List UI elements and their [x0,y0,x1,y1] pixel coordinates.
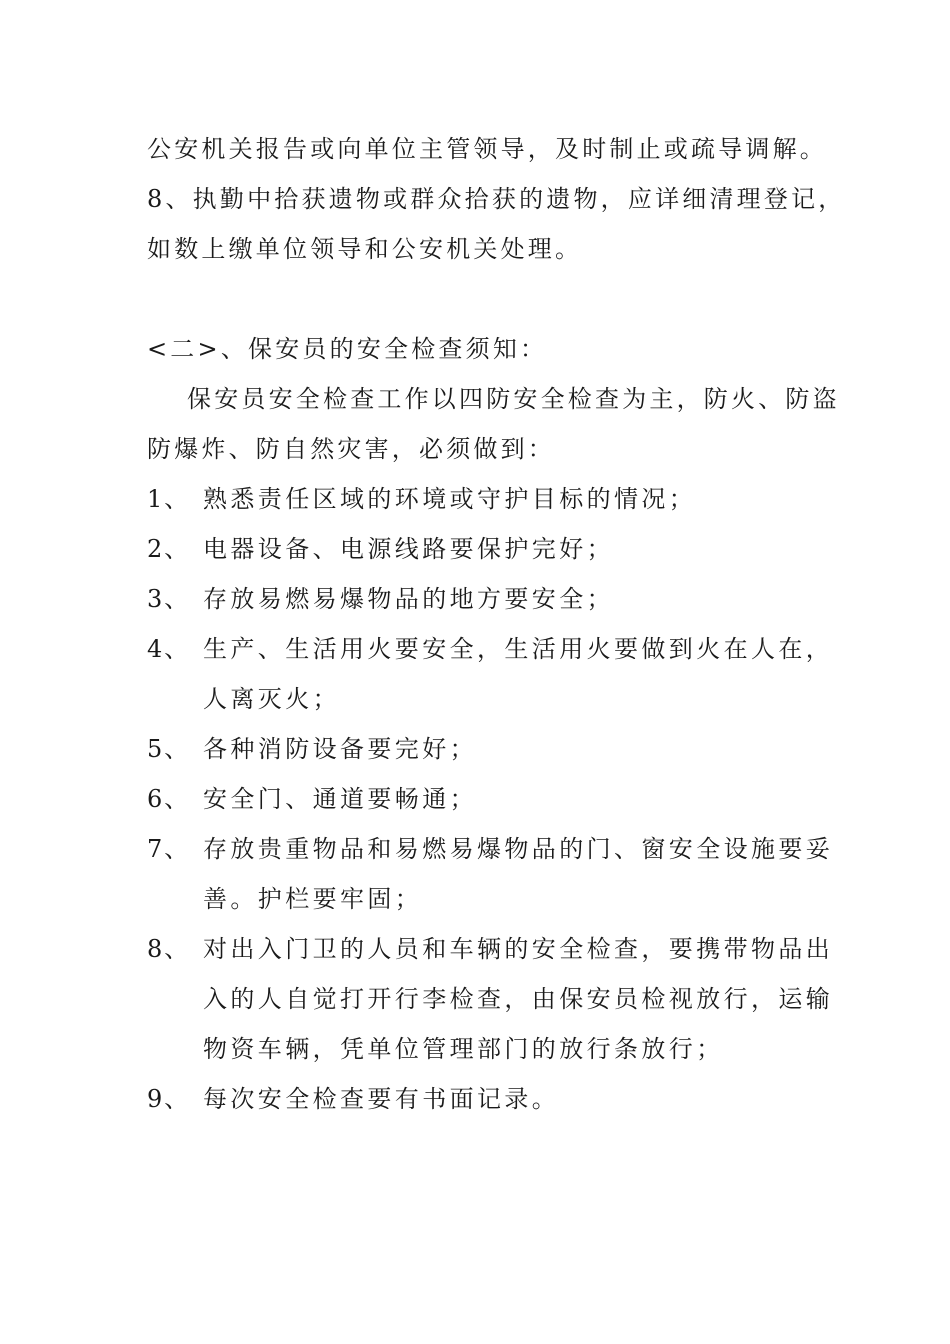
intro-line-2: 8、执勤中拾获遗物或群众拾获的遗物，应详细清理登记， [147,185,846,213]
list-item-number: 1、 [147,485,191,513]
list-item-text-continued: 善。护栏要牢固； [203,885,423,913]
list-item-text: 生产、生活用火要安全，生活用火要做到火在人在， [203,635,834,663]
list-item-text: 各种消防设备要完好； [203,735,477,763]
list-item-text-continued: 物资车辆，凭单位管理部门的放行条放行； [203,1035,724,1063]
list-item-number: 6、 [147,785,191,813]
section-paragraph-line-2: 防爆炸、防自然灾害，必须做到： [147,435,555,463]
list-item-text: 安全门、通道要畅通； [203,785,477,813]
list-item-number: 8、 [147,935,191,963]
list-item-number: 9、 [147,1085,191,1113]
list-item-text: 存放贵重物品和易燃易爆物品的门、窗安全设施要妥 [203,835,834,863]
list-item-text: 熟悉责任区域的环境或守护目标的情况； [203,485,697,513]
list-item-text: 每次安全检查要有书面记录。 [203,1085,560,1113]
list-item-text-continued: 入的人自觉打开行李检查，由保安员检视放行，运输 [203,985,834,1013]
list-item-text: 电器设备、电源线路要保护完好； [203,535,614,563]
list-item-text: 存放易燃易爆物品的地方要安全； [203,585,614,613]
list-item-text: 对出入门卫的人员和车辆的安全检查，要携带物品出 [203,935,834,963]
intro-line-3: 如数上缴单位领导和公安机关处理。 [147,235,583,263]
list-item-text-continued: 人离灭火； [203,685,340,713]
list-item-number: 5、 [147,735,191,763]
list-item-number: 3、 [147,585,191,613]
intro-line-1: 公安机关报告或向单位主管领导，及时制止或疏导调解。 [147,135,827,163]
list-item-number: 2、 [147,535,191,563]
list-item-number: 7、 [147,835,191,863]
list-item-number: 4、 [147,635,191,663]
section-paragraph-line-1: 保安员安全检查工作以四防安全检查为主，防火、防盗 [187,385,840,413]
section-heading: <二>、保安员的安全检查须知： [147,335,548,363]
